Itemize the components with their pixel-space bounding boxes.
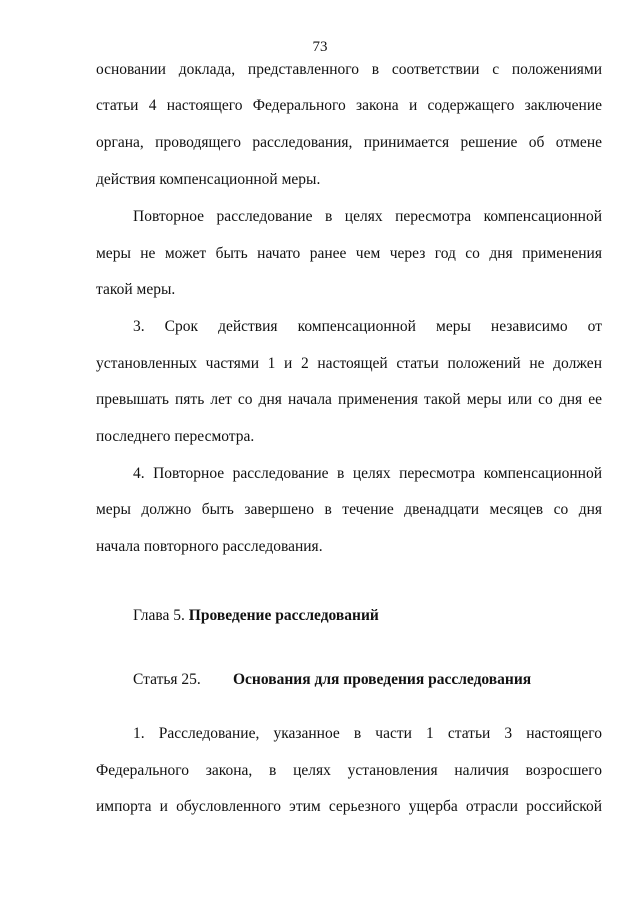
paragraph-line: начала повторного расследования. bbox=[96, 538, 323, 555]
paragraph-line: импорта и обусловленного этим серьезного ущерба отрасли российской bbox=[96, 798, 602, 815]
paragraph-line: последнего пересмотра. bbox=[96, 428, 255, 445]
paragraph-line: действия компенсационной меры. bbox=[96, 171, 321, 188]
paragraph-line: установленных частями 1 и 2 настоящей статьи положений не должен bbox=[96, 355, 602, 372]
paragraph-line: превышать пять лет со дня начала применения такой меры или со дня ее bbox=[96, 391, 602, 408]
article-title: Основания для проведения расследования bbox=[233, 671, 532, 688]
article-label: Статья 25. bbox=[133, 671, 201, 688]
paragraph-line: такой меры. bbox=[96, 281, 176, 298]
paragraph-line: 1. Расследование, указанное в части 1 статьи 3 настоящего bbox=[133, 725, 602, 742]
page-number: 73 bbox=[312, 39, 328, 55]
paragraph-line: Федерального закона, в целях установления наличия возросшего bbox=[96, 762, 602, 779]
chapter-prefix: Глава 5. bbox=[133, 607, 185, 624]
paragraph-line: меры должно быть завершено в течение двенадцати месяцев со дня bbox=[96, 501, 602, 518]
paragraph-line: статьи 4 настоящего Федерального закона и содержащего заключение bbox=[96, 97, 602, 114]
paragraph-line: 4. Повторное расследование в целях пересмотра компенсационной bbox=[133, 465, 602, 482]
chapter-title: Проведение расследований bbox=[188, 607, 379, 624]
paragraph-line: 3. Срок действия компенсационной меры независимо от bbox=[133, 318, 602, 335]
chapter-heading bbox=[133, 606, 379, 626]
article-heading bbox=[133, 670, 602, 690]
paragraph-line: Повторное расследование в целях пересмотра компенсационной bbox=[133, 208, 602, 225]
paragraph-line: основании доклада, представленного в соответствии с положениями bbox=[96, 61, 602, 78]
paragraph-line: органа, проводящего расследования, принимается решение об отмене bbox=[96, 134, 602, 151]
paragraph-line: меры не может быть начато ранее чем через год со дня применения bbox=[96, 245, 602, 262]
